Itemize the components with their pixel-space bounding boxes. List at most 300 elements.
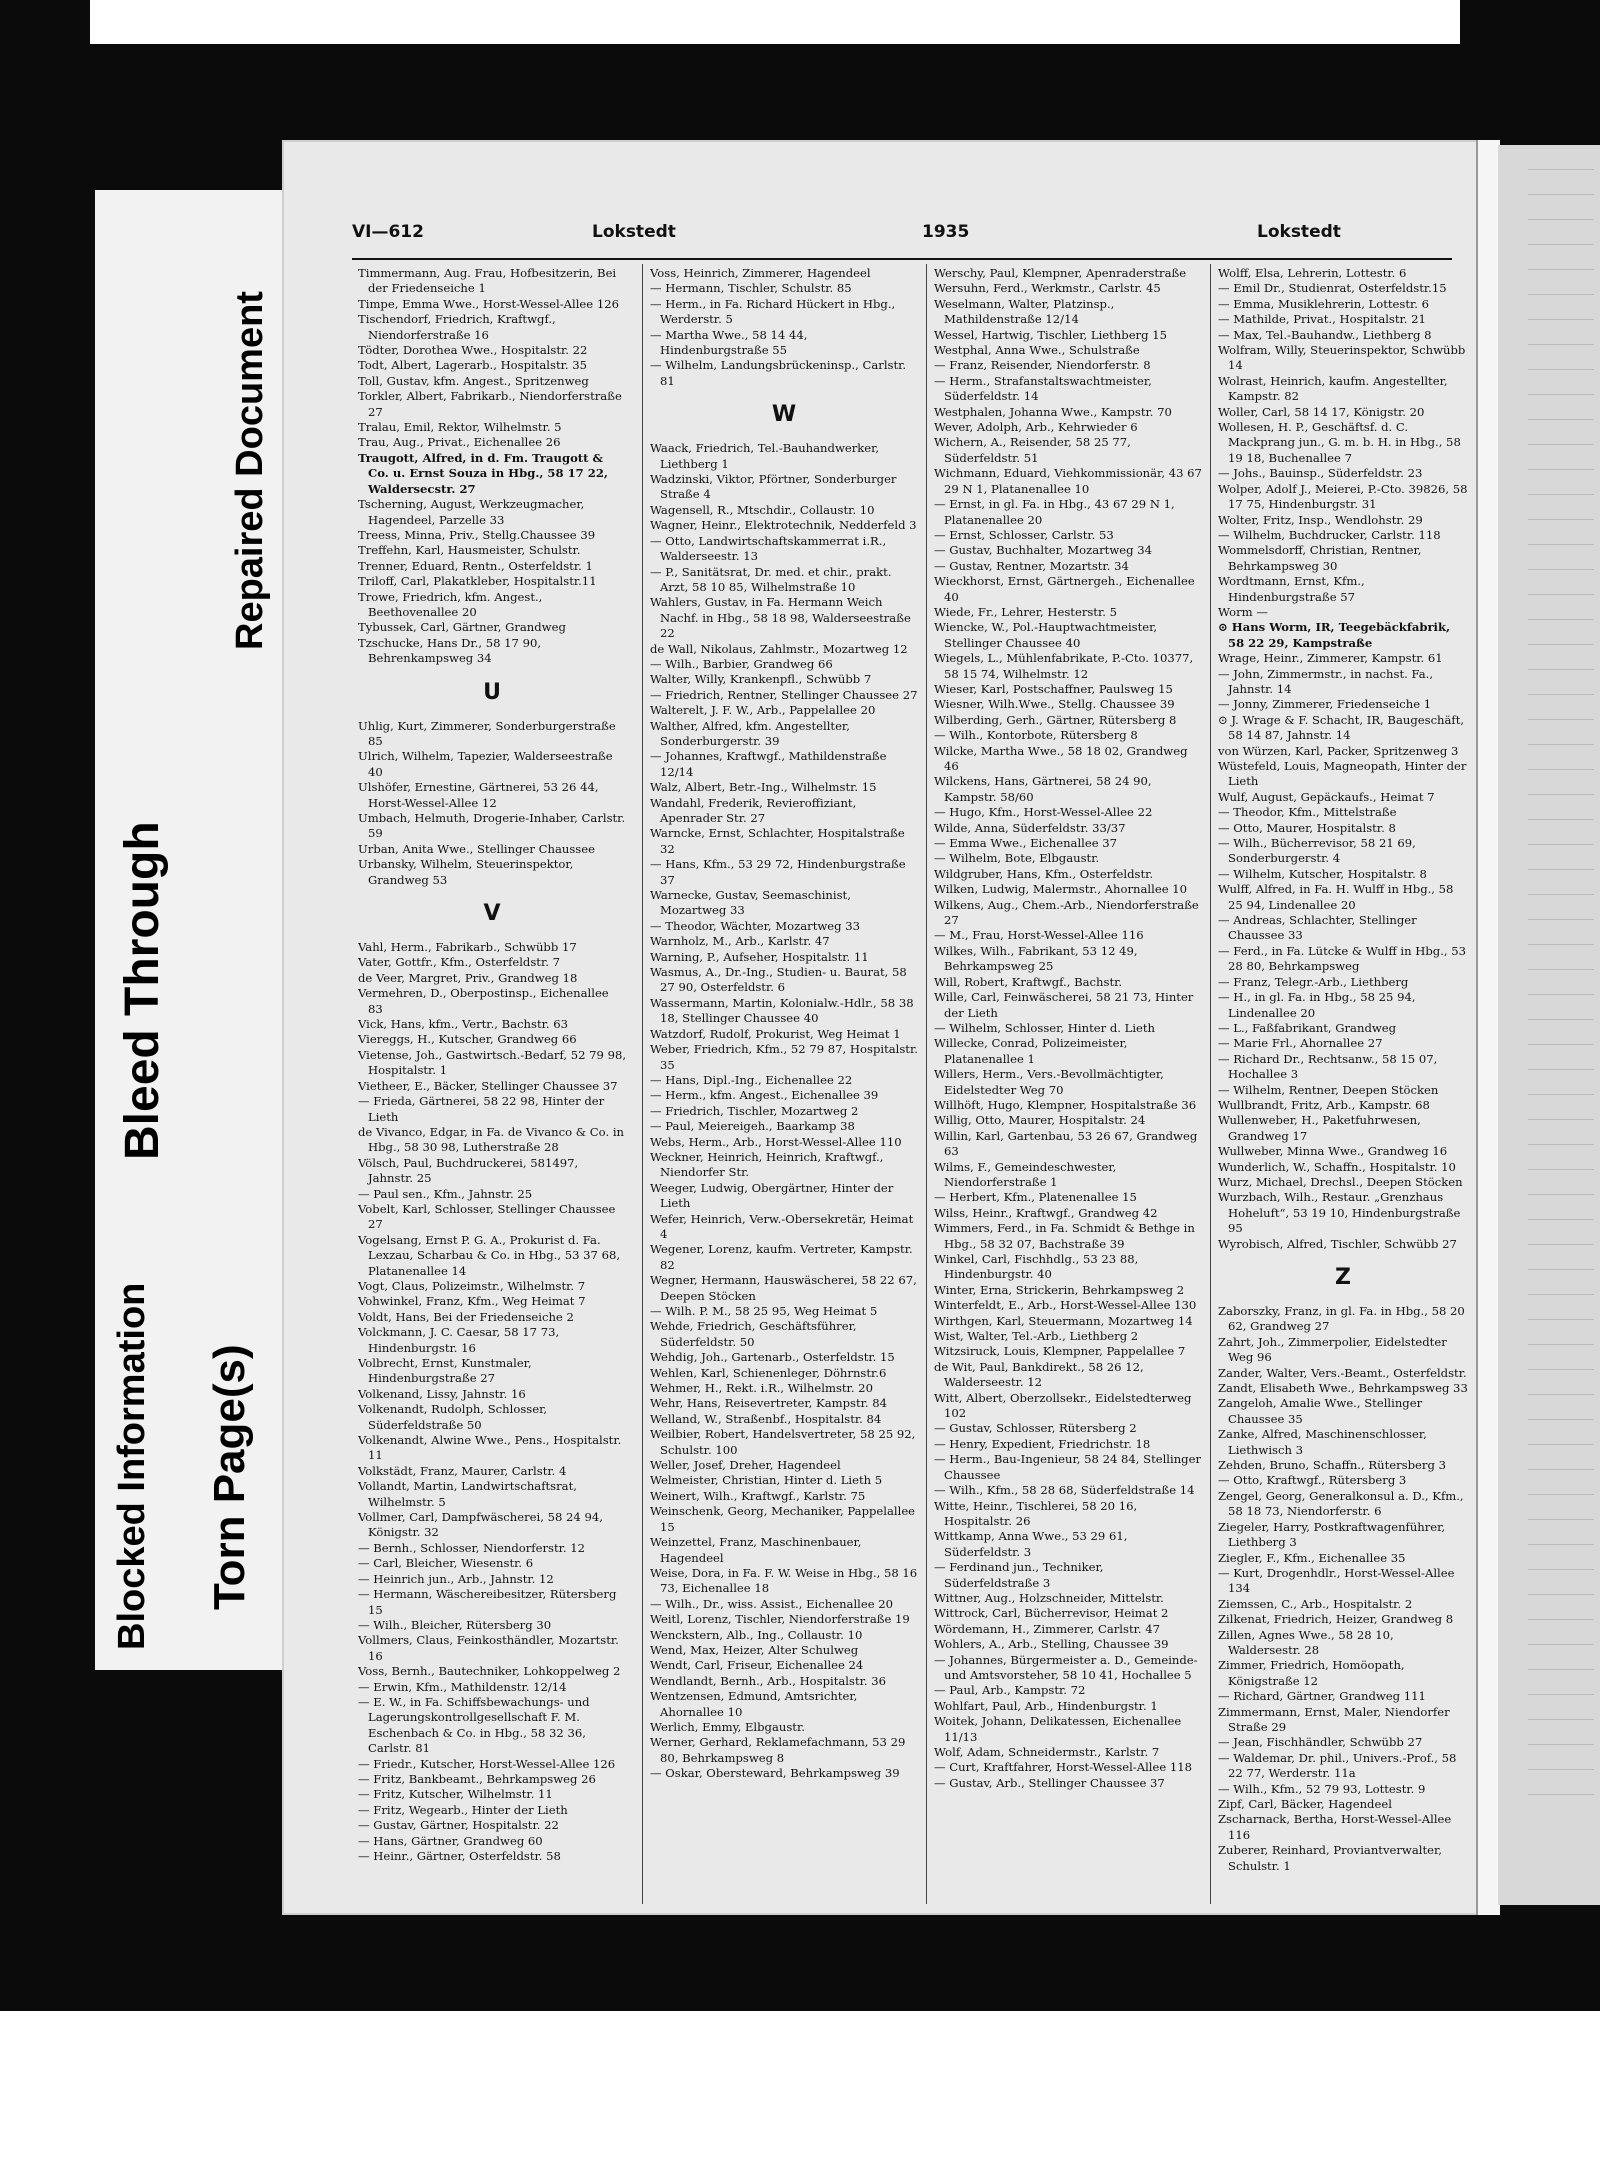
section-letter: Z xyxy=(1335,1265,1351,1290)
directory-entry: — Wilhelm, Bote, Elbgaustr. xyxy=(934,851,1100,866)
directory-entry: Witt, Albert, Oberzollsekr., Eidelstedterweg 102 xyxy=(934,1390,1192,1421)
directory-entry: Wenckstern, Alb., Ing., Collaustr. 10 xyxy=(650,1627,863,1642)
directory-entry: — Mathilde, Privat., Hospitalstr. 21 xyxy=(1218,312,1426,327)
directory-entry: Traugott, Alfred, in d. Fm. Traugott & Co. u. Ernst Souza in Hbg., 58 17 22, Waldersecstr. 27 xyxy=(358,450,608,496)
directory-entry: Wittrock, Carl, Bücherrevisor, Heimat 2 xyxy=(934,1606,1169,1621)
page-binding-edge xyxy=(1476,140,1500,1915)
directory-entry: — Max, Tel.-Bauhandw., Liethberg 8 xyxy=(1218,327,1432,342)
directory-entry: — Heinr., Gärtner, Osterfeldstr. 58 xyxy=(358,1849,561,1863)
directory-entry: — Hermann, Tischler, Schulstr. 85 xyxy=(650,281,852,296)
column-4 xyxy=(1218,266,1468,1874)
facing-page-line xyxy=(1528,1470,1594,1495)
directory-entry: Wildgruber, Hans, Kfm., Osterfeldstr. xyxy=(934,866,1154,881)
directory-entry: Volkenandt, Rudolph, Schlosser, Süderfeldstraße 50 xyxy=(358,1402,548,1432)
directory-entry: Zimmermann, Ernst, Maler, Niendorfer Straße 29 xyxy=(1218,1704,1450,1734)
directory-entry: Weitl, Lorenz, Tischler, Niendorferstraße 19 xyxy=(650,1612,910,1627)
directory-entry: Wefer, Heinrich, Verw.-Obersekretär, Heimat 4 xyxy=(650,1211,914,1241)
directory-entry: Zuberer, Reinhard, Proviantverwalter, Schulstr. 1 xyxy=(1218,1843,1442,1873)
directory-entry: Wilkes, Wilh., Fabrikant, 53 12 49, Behrkampsweg 25 xyxy=(934,943,1138,974)
directory-entry: Willers, Herm., Vers.-Bevollmächtigter, Eidelstedter Weg 70 xyxy=(934,1067,1164,1097)
directory-entry: Weilbier, Robert, Handelsvertreter, 58 25 92, Schulstr. 100 xyxy=(650,1427,916,1457)
facing-page-line xyxy=(1528,1545,1594,1570)
directory-entry: Viereggs, H., Kutscher, Grandweg 66 xyxy=(358,1032,577,1047)
directory-entry: Weller, Josef, Dreher, Hagendeel xyxy=(650,1458,841,1473)
facing-page-line xyxy=(1528,1320,1594,1345)
directory-entry: Wurz, Michael, Drechsl., Deepen Stöcken xyxy=(1218,1174,1463,1189)
directory-entry: Wendlandt, Bernh., Arb., Hospitalstr. 36 xyxy=(650,1673,887,1688)
directory-entry: — Carl, Bleicher, Wiesenstr. 6 xyxy=(358,1556,534,1571)
section-letter: W xyxy=(771,402,797,428)
directory-entry: Vobelt, Karl, Schlosser, Stellinger Chaussee 27 xyxy=(358,1201,616,1232)
place-left: Lokstedt xyxy=(592,222,676,242)
directory-entry: — Wilh., Kfm., 58 28 68, Süderfeldstraße 14 xyxy=(934,1483,1195,1498)
directory-entry: — Emma Wwe., Eichenallee 37 xyxy=(934,836,1118,851)
directory-entry: Vater, Gottfr., Kfm., Osterfeldstr. 7 xyxy=(358,955,560,970)
facing-page-line xyxy=(1528,1045,1594,1070)
directory-entry: Zehden, Bruno, Schaffn., Rütersberg 3 xyxy=(1218,1458,1446,1473)
directory-entry: Wend, Max, Heizer, Alter Schulweg xyxy=(650,1642,859,1657)
facing-page-line xyxy=(1528,145,1594,170)
column-1 xyxy=(358,266,626,1864)
tag-torn-pages: Torn Page(s) xyxy=(205,1344,254,1610)
directory-entry: Wüstefeld, Louis, Magneopath, Hinter der Lieth xyxy=(1218,759,1467,789)
directory-entry: Wilken, Ludwig, Malermstr., Ahornallee 10 xyxy=(934,882,1188,897)
directory-entry: Vollmers, Claus, Feinkosthändler, Mozartstr. 16 xyxy=(358,1633,619,1663)
directory-entry: Vermehren, D., Oberpostinsp., Eichenallee 83 xyxy=(358,986,609,1016)
facing-page-line xyxy=(1528,1695,1594,1720)
directory-entry: Werschy, Paul, Klempner, Apenraderstraße xyxy=(934,266,1187,280)
directory-entry: Wimmers, Ferd., in Fa. Schmidt & Bethge in Hbg., 58 32 07, Bachstraße 39 xyxy=(934,1221,1195,1251)
directory-entry: Wadzinski, Viktor, Pförtner, Sonderburger Straße 4 xyxy=(650,472,897,502)
directory-entry: Ziemssen, C., Arb., Hospitalstr. 2 xyxy=(1218,1596,1413,1611)
directory-entry: Woitek, Johann, Delikatessen, Eichenallee 11/13 xyxy=(934,1714,1182,1744)
directory-entry: Zscharnack, Bertha, Horst-Wessel-Allee 116 xyxy=(1218,1812,1452,1842)
directory-entry: — Paul, Arb., Kampstr. 72 xyxy=(934,1683,1086,1698)
directory-entry: — E. W., in Fa. Schiffsbewachungs- und Lagerungskontrollgesellschaft F. M. Eschenbach & Co. in Hbg., 58 32 36, Carlstr. 81 xyxy=(358,1694,590,1756)
directory-entry: Wittkamp, Anna Wwe., 53 29 61, Süderfeldstr. 3 xyxy=(934,1529,1128,1559)
facing-page-line xyxy=(1528,770,1594,795)
directory-entry: Vietheer, E., Bäcker, Stellinger Chaussee 37 xyxy=(358,1078,618,1093)
facing-page-line xyxy=(1528,1245,1594,1270)
facing-page-line xyxy=(1528,745,1594,770)
directory-entry: Wilckens, Hans, Gärtnerei, 58 24 90, Kampstr. 58/60 xyxy=(934,774,1152,804)
directory-entry: Wehr, Hans, Reisevertreter, Kampstr. 84 xyxy=(650,1396,888,1411)
directory-entry: — Ferdinand jun., Techniker, Süderfeldstraße 3 xyxy=(934,1560,1104,1590)
directory-entry: Wandahl, Frederik, Revieroffiziant, Apenrader Str. 27 xyxy=(650,795,857,825)
directory-entry: Zengel, Georg, Generalkonsul a. D., Kfm., 58 18 73, Niendorferstr. 6 xyxy=(1218,1488,1464,1519)
directory-entry: — Jean, Fischhändler, Schwübb 27 xyxy=(1218,1735,1423,1750)
directory-entry: — Ferd., in Fa. Lütcke & Wulff in Hbg., 53 28 80, Behrkampsweg xyxy=(1218,943,1467,974)
facing-page-line xyxy=(1528,245,1594,270)
directory-entry: Vohwinkel, Franz, Kfm., Weg Heimat 7 xyxy=(358,1294,586,1309)
directory-entry: Weeger, Ludwig, Obergärtner, Hinter der Lieth xyxy=(650,1180,894,1211)
facing-page-line xyxy=(1528,295,1594,320)
facing-page-line xyxy=(1528,1420,1594,1445)
directory-entry: — M., Frau, Horst-Wessel-Allee 116 xyxy=(934,928,1144,943)
directory-entry: Wommelsdorff, Christian, Rentner, Behrkampsweg 30 xyxy=(1218,543,1422,573)
directory-entry: — Heinrich jun., Arb., Jahnstr. 12 xyxy=(358,1571,554,1586)
directory-entry: Wohlers, A., Arb., Stelling, Chaussee 39 xyxy=(934,1637,1169,1652)
directory-entry: Winter, Erna, Strickerin, Behrkampsweg 2 xyxy=(934,1282,1185,1297)
directory-entry: Worm — xyxy=(1218,604,1268,619)
directory-entry: — Andreas, Schlachter, Stellinger Chaussee 33 xyxy=(1218,913,1417,943)
directory-entry: — Curt, Kraftfahrer, Horst-Wessel-Allee 118 xyxy=(934,1760,1193,1775)
directory-entry: Trenner, Eduard, Rentn., Osterfeldstr. 1 xyxy=(358,558,593,573)
directory-entry: — Otto, Maurer, Hospitalstr. 8 xyxy=(1218,820,1396,835)
directory-entry: — Wilhelm, Kutscher, Hospitalstr. 8 xyxy=(1218,866,1427,881)
directory-entry: Winkel, Carl, Fischhdlg., 53 23 88, Hindenburgstr. 40 xyxy=(934,1252,1139,1282)
directory-entry: Wiencke, W., Pol.-Hauptwachtmeister, Stellinger Chaussee 40 xyxy=(934,620,1158,650)
directory-entry: — Friedrich, Tischler, Mozartweg 2 xyxy=(650,1103,859,1118)
directory-entry: Umbach, Helmuth, Drogerie-Inhaber, Carlstr. 59 xyxy=(358,811,626,841)
facing-page-line xyxy=(1528,1770,1594,1795)
directory-entry: Walz, Albert, Betr.-Ing., Wilhelmstr. 15 xyxy=(650,780,877,795)
directory-entry: — L., Faßfabrikant, Grandweg xyxy=(1218,1020,1397,1035)
facing-page-line xyxy=(1528,1220,1594,1245)
directory-entry: Zahrt, Joh., Zimmerpolier, Eidelstedter Weg 96 xyxy=(1218,1334,1447,1365)
directory-entry: Wersuhn, Ferd., Werkmstr., Carlstr. 45 xyxy=(934,281,1161,296)
directory-entry: Vollandt, Martin, Landwirtschaftsrat, Wilhelmstr. 5 xyxy=(358,1479,577,1509)
column-divider xyxy=(1210,264,1211,1904)
directory-entry: — Ernst, in gl. Fa. in Hbg., 43 67 29 N 1, Platanenallee 20 xyxy=(934,497,1175,527)
directory-entry: Weber, Friedrich, Kfm., 52 79 87, Hospitalstr. 35 xyxy=(650,1042,918,1072)
facing-page-line xyxy=(1528,1195,1594,1220)
directory-entry: Weinert, Wilh., Kraftwgf., Karlstr. 75 xyxy=(650,1488,866,1503)
directory-entry: Werlich, Emmy, Elbgaustr. xyxy=(650,1719,805,1734)
tag-repaired-document: Repaired Document xyxy=(229,291,271,650)
directory-entry: — Gustav, Gärtner, Hospitalstr. 22 xyxy=(358,1818,559,1833)
directory-entry: Wullbrandt, Fritz, Arb., Kampstr. 68 xyxy=(1218,1097,1430,1112)
directory-entry: Warnholz, M., Arb., Karlstr. 47 xyxy=(650,934,830,949)
directory-entry: Vollmer, Carl, Dampfwäscherei, 58 24 94, Königstr. 32 xyxy=(358,1510,603,1540)
directory-entry: Triloff, Carl, Plakatkleber, Hospitalstr.11 xyxy=(358,574,597,589)
facing-page-line xyxy=(1528,820,1594,845)
directory-entry: Walther, Alfred, kfm. Angestellter, Sonderburgerstr. 39 xyxy=(650,718,850,748)
scan-left-edge xyxy=(0,0,90,1967)
facing-page-line xyxy=(1528,1395,1594,1420)
directory-entry: Wehde, Friedrich, Geschäftsführer, Süderfeldstr. 50 xyxy=(650,1319,857,1349)
directory-entry: Wiesner, Wilh.Wwe., Stellg. Chaussee 39 xyxy=(934,697,1175,712)
directory-entry: — H., in gl. Fa. in Hbg., 58 25 94, Lindenallee 20 xyxy=(1218,990,1416,1020)
facing-page-line xyxy=(1528,670,1594,695)
directory-entry: Wentzensen, Edmund, Amtsrichter, Ahornallee 10 xyxy=(650,1689,858,1719)
directory-entry: Tischendorf, Friedrich, Kraftwgf., Niendorferstraße 16 xyxy=(358,312,556,342)
directory-entry: Trau, Aug., Privat., Eichenallee 26 xyxy=(358,435,561,450)
directory-entry: Ulshöfer, Ernestine, Gärtnerei, 53 26 44, Horst-Wessel-Allee 12 xyxy=(358,780,599,810)
directory-entry: Wulf, August, Gepäckaufs., Heimat 7 xyxy=(1218,789,1435,804)
directory-entry: — Wilhelm, Schlosser, Hinter d. Lieth xyxy=(934,1020,1156,1035)
directory-entry: Vietense, Joh., Gastwirtsch.-Bedarf, 52 79 98, Hospitalstr. 1 xyxy=(358,1047,626,1078)
directory-entry: Volkenand, Lissy, Jahnstr. 16 xyxy=(358,1386,526,1401)
directory-entry: Wagner, Heinr., Elektrotechnik, Nedderfeld 3 xyxy=(650,518,917,533)
header-rule xyxy=(352,258,1452,260)
directory-entry: — Herm., Bau-Ingenieur, 58 24 84, Stellinger Chaussee xyxy=(934,1452,1202,1482)
facing-page-line xyxy=(1528,895,1594,920)
directory-entry: — Otto, Kraftwgf., Rütersberg 3 xyxy=(1218,1473,1407,1488)
directory-entry: — Hans, Kfm., 53 29 72, Hindenburgstraße 37 xyxy=(650,857,906,887)
directory-entry: Wirthgen, Karl, Steuermann, Mozartweg 14 xyxy=(934,1313,1193,1328)
directory-entry: — Fritz, Kutscher, Wilhelmstr. 11 xyxy=(358,1787,553,1802)
directory-entry: Treess, Minna, Priv., Stellg.Chaussee 39 xyxy=(358,527,596,542)
facing-page-line xyxy=(1528,420,1594,445)
directory-entry: Zaborszky, Franz, in gl. Fa. in Hbg., 58 20 62, Grandweg 27 xyxy=(1218,1304,1465,1334)
directory-entry: Wieckhorst, Ernst, Gärtnergeh., Eichenallee 40 xyxy=(934,574,1195,604)
facing-page-line xyxy=(1528,695,1594,720)
directory-entry: Weckner, Heinrich, Heinrich, Kraftwgf., Niendorfer Str. xyxy=(650,1149,884,1180)
directory-entry: Todt, Albert, Lagerarb., Hospitalstr. 35 xyxy=(358,358,588,373)
facing-page-line xyxy=(1528,370,1594,395)
directory-entry: — Wilhelm, Rentner, Deepen Stöcken xyxy=(1218,1082,1439,1097)
directory-entry: Volckmann, J. C. Caesar, 58 17 73, Hindenburgstr. 16 xyxy=(358,1325,560,1355)
directory-entry: Wilcke, Martha Wwe., 58 18 02, Grandweg 46 xyxy=(934,743,1188,773)
directory-entry: Wunderlich, W., Schaffn., Hospitalstr. 10 xyxy=(1218,1159,1456,1174)
directory-entry: Zilkenat, Friedrich, Heizer, Grandweg 8 xyxy=(1218,1612,1454,1627)
directory-entry: Wieser, Karl, Postschaffner, Paulsweg 15 xyxy=(934,681,1173,696)
directory-entry: — Fritz, Bankbeamt., Behrkampsweg 26 xyxy=(358,1771,596,1786)
directory-entry: Wilkens, Aug., Chem.-Arb., Niendorferstraße 27 xyxy=(934,897,1199,928)
directory-entry: Warncke, Ernst, Schlachter, Hospitalstraße 32 xyxy=(650,826,905,856)
directory-entry: de Wall, Nikolaus, Zahlmstr., Mozartweg 12 xyxy=(650,641,908,656)
directory-entry: — Marie Frl., Ahornallee 27 xyxy=(1218,1036,1383,1051)
page-number: VI—612 xyxy=(352,222,424,242)
directory-entry: — Franz, Telegr.-Arb., Liethberg xyxy=(1218,974,1409,989)
directory-entry: Wehlen, Karl, Schienenleger, Döhrnstr.6 xyxy=(650,1365,887,1380)
directory-entry: de Wit, Paul, Bankdirekt., 58 26 12, Walderseestr. 12 xyxy=(934,1359,1144,1390)
directory-entry: — Herm., in Fa. Richard Hückert in Hbg., Werderstr. 5 xyxy=(650,296,896,327)
directory-entry: Westphal, Anna Wwe., Schulstraße xyxy=(934,343,1140,358)
directory-entry: Timpe, Emma Wwe., Horst-Wessel-Allee 126 xyxy=(358,296,619,311)
facing-page-line xyxy=(1528,1645,1594,1670)
facing-page-line xyxy=(1528,845,1594,870)
facing-page-line xyxy=(1528,995,1594,1020)
directory-entry: — Herm., kfm. Angest., Eichenallee 39 xyxy=(650,1088,879,1103)
directory-entry: — Hans, Dipl.-Ing., Eichenallee 22 xyxy=(650,1072,853,1087)
directory-entry: Wille, Carl, Feinwäscherei, 58 21 73, Hinter der Lieth xyxy=(934,990,1194,1020)
directory-entry: — Johs., Bauinsp., Süderfeldstr. 23 xyxy=(1218,466,1423,481)
directory-entry: Wilde, Anna, Süderfeldstr. 33/37 xyxy=(934,820,1126,835)
facing-page-line xyxy=(1528,1370,1594,1395)
directory-entry: — Paul, Meiereigeh., Baarkamp 38 xyxy=(650,1119,855,1134)
directory-entry: von Würzen, Karl, Packer, Spritzenweg 3 xyxy=(1218,743,1459,758)
directory-entry: Wahlers, Gustav, in Fa. Hermann Weich Nachf. in Hbg., 58 18 98, Walderseestraße 22 xyxy=(650,595,911,641)
directory-entry: — Herm., Strafanstaltswachtmeister, Süderfeldstr. 14 xyxy=(934,373,1152,404)
directory-entry: Woller, Carl, 58 14 17, Königstr. 20 xyxy=(1218,404,1425,419)
facing-page-line xyxy=(1528,1145,1594,1170)
directory-entry: Wrage, Heinr., Zimmerer, Kampstr. 61 xyxy=(1218,651,1443,666)
directory-entry: Weinzettel, Franz, Maschinenbauer, Hagendeel xyxy=(650,1535,862,1565)
directory-entry: Volkenandt, Alwine Wwe., Pens., Hospitalstr. 11 xyxy=(358,1433,622,1463)
directory-entry: ⊙ Hans Worm, IR, Teegebäckfabrik, 58 22 29, Kampstraße xyxy=(1218,620,1451,650)
facing-page-line xyxy=(1528,1595,1594,1620)
directory-entry: Uhlig, Kurt, Zimmerer, Sonderburgerstraße 85 xyxy=(358,718,616,748)
directory-entry: Wessel, Hartwig, Tischler, Liethberg 15 xyxy=(934,327,1167,342)
year: 1935 xyxy=(922,222,970,242)
directory-entry: — Henry, Expedient, Friedrichstr. 18 xyxy=(934,1436,1151,1451)
directory-entry: Wilss, Heinr., Kraftwgf., Grandweg 42 xyxy=(934,1205,1158,1220)
facing-page-line xyxy=(1528,1345,1594,1370)
facing-page-line xyxy=(1528,1070,1594,1095)
directory-entry: — Theodor, Kfm., Mittelstraße xyxy=(1218,805,1397,820)
directory-entry: — Wilh., Bücherrevisor, 58 21 69, Sonderburgerstr. 4 xyxy=(1218,836,1416,866)
directory-entry: Wolrast, Heinrich, kaufm. Angestellter, Kampstr. 82 xyxy=(1218,373,1448,404)
directory-entry: — Gustav, Arb., Stellinger Chaussee 37 xyxy=(934,1775,1165,1790)
directory-entry: Volkstädt, Franz, Maurer, Carlstr. 4 xyxy=(358,1463,567,1478)
directory-entry: Wurzbach, Wilh., Restaur. „Grenzhaus Hoheluft“, 53 19 10, Hindenburgstraße 95 xyxy=(1218,1190,1461,1236)
directory-entry: Wist, Walter, Tel.-Arb., Liethberg 2 xyxy=(934,1329,1139,1344)
directory-entry: Wullenweber, H., Paketfuhrwesen, Grandweg 17 xyxy=(1218,1113,1421,1143)
directory-entry: — Theodor, Wächter, Mozartweg 33 xyxy=(650,918,861,933)
facing-page-line xyxy=(1528,195,1594,220)
directory-entry: Wolper, Adolf J., Meierei, P.-Cto. 39826, 58 17 75, Hindenburgstr. 31 xyxy=(1218,481,1468,512)
directory-entry: Werner, Gerhard, Reklamefachmann, 53 29 80, Behrkampsweg 8 xyxy=(650,1735,906,1765)
directory-entry: Voss, Heinrich, Zimmerer, Hagendeel xyxy=(650,266,871,280)
directory-entry: Wohlfart, Paul, Arb., Hindenburgstr. 1 xyxy=(934,1698,1158,1713)
directory-entry: — Oskar, Obersteward, Behrkampsweg 39 xyxy=(650,1766,900,1781)
directory-entry: — Johannes, Kraftwgf., Mathildenstraße 12/14 xyxy=(650,749,887,779)
directory-entry: Wegener, Lorenz, kaufm. Vertreter, Kampstr. 82 xyxy=(650,1242,913,1272)
directory-entry: Volbrecht, Ernst, Kunstmaler, Hindenburgstraße 27 xyxy=(358,1356,532,1386)
directory-entry: Warning, P., Aufseher, Hospitalstr. 11 xyxy=(650,949,869,964)
directory-entry: Wolter, Fritz, Insp., Wendlohstr. 29 xyxy=(1218,512,1423,527)
directory-entry: — Friedr., Kutscher, Horst-Wessel-Allee 126 xyxy=(358,1756,616,1771)
directory-entry: — Wilh., Barbier, Grandweg 66 xyxy=(650,656,833,671)
directory-entry: Wever, Adolph, Arb., Kehrwieder 6 xyxy=(934,420,1138,435)
directory-entry: Webs, Herm., Arb., Horst-Wessel-Allee 110 xyxy=(650,1134,902,1149)
directory-entry: — Waldemar, Dr. phil., Univers.-Prof., 58 22 77, Werderstr. 11a xyxy=(1218,1750,1457,1781)
directory-entry: — Bernh., Schlosser, Niendorferstr. 12 xyxy=(358,1540,585,1555)
directory-entry: Waack, Friedrich, Tel.-Bauhandwerker, Liethberg 1 xyxy=(650,441,880,471)
directory-entry: Zipf, Carl, Bäcker, Hagendeel xyxy=(1218,1797,1392,1811)
directory-entry: Zangeloh, Amalie Wwe., Stellinger Chaussee 35 xyxy=(1218,1396,1423,1426)
directory-entry: Wassermann, Martin, Kolonialw.-Hdlr., 58 38 18, Stellinger Chaussee 40 xyxy=(650,995,914,1026)
directory-entry: Wiegels, L., Mühlenfabrikate, P.-Cto. 10377, 58 15 74, Wilhelmstr. 12 xyxy=(934,651,1194,681)
facing-page-line xyxy=(1528,520,1594,545)
directory-entry: Wollesen, H. P., Geschäftsf. d. C. Mackprang jun., G. m. b. H. in Hbg., 58 19 18, Buchenallee 7 xyxy=(1218,420,1461,465)
facing-page-line xyxy=(1528,570,1594,595)
facing-page-line xyxy=(1528,1670,1594,1695)
directory-entry: Witzsiruck, Louis, Klempner, Pappelallee 7 xyxy=(934,1344,1186,1359)
facing-page-line xyxy=(1528,1570,1594,1595)
directory-entry: Voldt, Hans, Bei der Friedenseiche 2 xyxy=(358,1309,574,1324)
facing-page-line xyxy=(1528,1270,1594,1295)
directory-entry: Wagensell, R., Mtschdir., Collaustr. 10 xyxy=(650,502,875,517)
directory-entry: — John, Zimmermstr., in nachst. Fa., Jahnstr. 14 xyxy=(1218,666,1434,696)
directory-entry: — Emma, Musiklehrerin, Lottestr. 6 xyxy=(1218,296,1430,311)
directory-entry: Welland, W., Straßenbf., Hospitalstr. 84 xyxy=(650,1411,882,1426)
directory-entry: Wulff, Alfred, in Fa. H. Wulff in Hbg., 58 25 94, Lindenallee 20 xyxy=(1218,882,1454,912)
directory-entry: Tscherning, August, Werkzeugmacher, Hagendeel, Parzelle 33 xyxy=(358,497,585,527)
directory-entry: Willhöft, Hugo, Klempner, Hospitalstraße 36 xyxy=(934,1097,1197,1112)
directory-entry: Willin, Karl, Gartenbau, 53 26 67, Grandweg 63 xyxy=(934,1128,1198,1159)
directory-entry: Tybussek, Carl, Gärtner, Grandweg xyxy=(358,620,566,635)
directory-entry: Wichmann, Eduard, Viehkommissionär, 43 67 29 N 1, Platanenallee 10 xyxy=(934,466,1202,496)
directory-entry: Toll, Gustav, kfm. Angest., Spritzenweg xyxy=(358,373,589,388)
directory-entry: Zimmer, Friedrich, Homöopath, Königstraße 12 xyxy=(1218,1658,1405,1688)
directory-entry: Vogelsang, Ernst P. G. A., Prokurist d. Fa. Lexzau, Scharbau & Co. in Hbg., 53 37 68, Platanenallee 14 xyxy=(358,1232,621,1278)
facing-page-line xyxy=(1528,395,1594,420)
directory-entry: Weinschenk, Georg, Mechaniker, Pappelallee 15 xyxy=(650,1504,916,1534)
page-header xyxy=(352,222,1452,252)
directory-entry: Wehmer, H., Rekt. i.R., Wilhelmstr. 20 xyxy=(650,1381,873,1396)
directory-entry: Ziegeler, Harry, Postkraftwagenführer, Liethberg 3 xyxy=(1218,1519,1446,1550)
place-right: Lokstedt xyxy=(1257,222,1341,242)
directory-entry: — Ernst, Schlosser, Carlstr. 53 xyxy=(934,527,1114,542)
facing-page-line xyxy=(1528,470,1594,495)
directory-entry: ⊙ J. Wrage & F. Schacht, IR, Baugeschäft, 58 14 87, Jahnstr. 14 xyxy=(1218,712,1465,743)
directory-entry: — Wilh., Dr., wiss. Assist., Eichenallee 20 xyxy=(650,1596,894,1611)
directory-entry: Torkler, Albert, Fabrikarb., Niendorferstraße 27 xyxy=(358,389,622,419)
directory-entry: — Wilh., Kontorbote, Rütersberg 8 xyxy=(934,728,1138,743)
directory-entry: — Otto, Landwirtschaftskammerrat i.R., Walderseestr. 13 xyxy=(650,533,887,564)
directory-entry: de Vivanco, Edgar, in Fa. de Vivanco & Co. in Hbg., 58 30 98, Lutherstraße 28 xyxy=(358,1124,625,1155)
column-divider xyxy=(642,264,643,1904)
directory-entry: — Paul sen., Kfm., Jahnstr. 25 xyxy=(358,1186,533,1201)
directory-entry: — Hans, Gärtner, Grandweg 60 xyxy=(358,1833,543,1848)
directory-entry: Wittner, Aug., Holzschneider, Mittelstr. xyxy=(934,1590,1164,1605)
directory-entry: — Wilh., Bleicher, Rütersberg 30 xyxy=(358,1617,552,1632)
facing-page-line xyxy=(1528,1620,1594,1645)
facing-page-fragment xyxy=(1498,145,1600,1905)
directory-entry: Will, Robert, Kraftwgf., Bachstr. xyxy=(934,974,1123,989)
directory-entry: Urban, Anita Wwe., Stellinger Chaussee xyxy=(358,841,595,856)
directory-entry: — Frieda, Gärtnerei, 58 22 98, Hinter der Lieth xyxy=(358,1094,605,1124)
directory-entry: — Gustav, Schlosser, Rütersberg 2 xyxy=(934,1421,1137,1436)
facing-page-line xyxy=(1528,445,1594,470)
directory-entry: — Gustav, Buchhalter, Mozartweg 34 xyxy=(934,543,1152,558)
tag-bleed-through: Bleed Through xyxy=(116,821,169,1160)
facing-page-line xyxy=(1528,170,1594,195)
directory-entry: — Wilh. P. M., 58 25 95, Weg Heimat 5 xyxy=(650,1304,878,1318)
directory-entry: Tralau, Emil, Rektor, Wilhelmstr. 5 xyxy=(358,420,562,435)
facing-page-line xyxy=(1528,1095,1594,1120)
facing-page-line xyxy=(1528,620,1594,645)
facing-page-line xyxy=(1528,1745,1594,1770)
directory-entry: Wolfram, Willy, Steuerinspektor, Schwübb 14 xyxy=(1218,343,1466,373)
facing-page-line xyxy=(1528,945,1594,970)
directory-entry: Vick, Hans, kfm., Vertr., Bachstr. 63 xyxy=(358,1017,569,1032)
facing-page-line xyxy=(1528,270,1594,295)
facing-page-line xyxy=(1528,1295,1594,1320)
directory-entry: Zanke, Alfred, Maschinenschlosser, Liethwisch 3 xyxy=(1218,1427,1427,1457)
facing-page-line xyxy=(1528,1445,1594,1470)
directory-entry: — Hugo, Kfm., Horst-Wessel-Allee 22 xyxy=(934,805,1153,820)
directory-entry: — Richard Dr., Rechtsanw., 58 15 07, Hochallee 3 xyxy=(1218,1051,1438,1082)
facing-page-line xyxy=(1528,320,1594,345)
directory-entry: Weise, Dora, in Fa. F. W. Weise in Hbg., 58 16 73, Eichenallee 18 xyxy=(650,1565,918,1596)
directory-entry: Zillen, Agnes Wwe., 58 28 10, Waldersestr. 28 xyxy=(1218,1627,1394,1657)
directory-entry: — Franz, Reisender, Niendorferstr. 8 xyxy=(934,358,1151,373)
facing-page-line xyxy=(1528,1495,1594,1520)
directory-entry: — Richard, Gärtner, Grandweg 111 xyxy=(1218,1689,1426,1704)
facing-page-line xyxy=(1528,1520,1594,1545)
directory-entry: Völsch, Paul, Buchdruckerei, 581497, Jahnstr. 25 xyxy=(358,1155,579,1186)
facing-page-line xyxy=(1528,1720,1594,1745)
directory-entry: Wilms, F., Gemeindeschwester, Niendorferstraße 1 xyxy=(934,1159,1117,1189)
directory-entry: Wichern, A., Reisender, 58 25 77, Süderfeldstr. 51 xyxy=(934,435,1131,465)
facing-page-line xyxy=(1528,720,1594,745)
directory-entry: Witte, Heinr., Tischlerei, 58 20 16, Hospitalstr. 26 xyxy=(934,1498,1138,1528)
facing-page-line xyxy=(1528,920,1594,945)
directory-entry: — Friedrich, Rentner, Stellinger Chaussee 27 xyxy=(650,687,918,702)
directory-entry: Wolff, Elsa, Lehrerin, Lottestr. 6 xyxy=(1218,266,1407,280)
directory-entry: Voss, Bernh., Bautechniker, Lohkoppelweg 2 xyxy=(358,1664,621,1679)
scan-corner xyxy=(1460,0,1600,110)
directory-entry: Wegner, Hermann, Hauswäscherei, 58 22 67, Deepen Stöcken xyxy=(650,1273,917,1303)
directory-entry: Timmermann, Aug. Frau, Hofbesitzerin, Bei der Friedenseiche 1 xyxy=(358,266,617,296)
directory-entry: — Erwin, Kfm., Mathildenstr. 12/14 xyxy=(358,1679,567,1694)
directory-entry: Westphalen, Johanna Wwe., Kampstr. 70 xyxy=(934,404,1172,419)
directory-entry: Wördemann, H., Zimmerer, Carlstr. 47 xyxy=(934,1621,1160,1636)
